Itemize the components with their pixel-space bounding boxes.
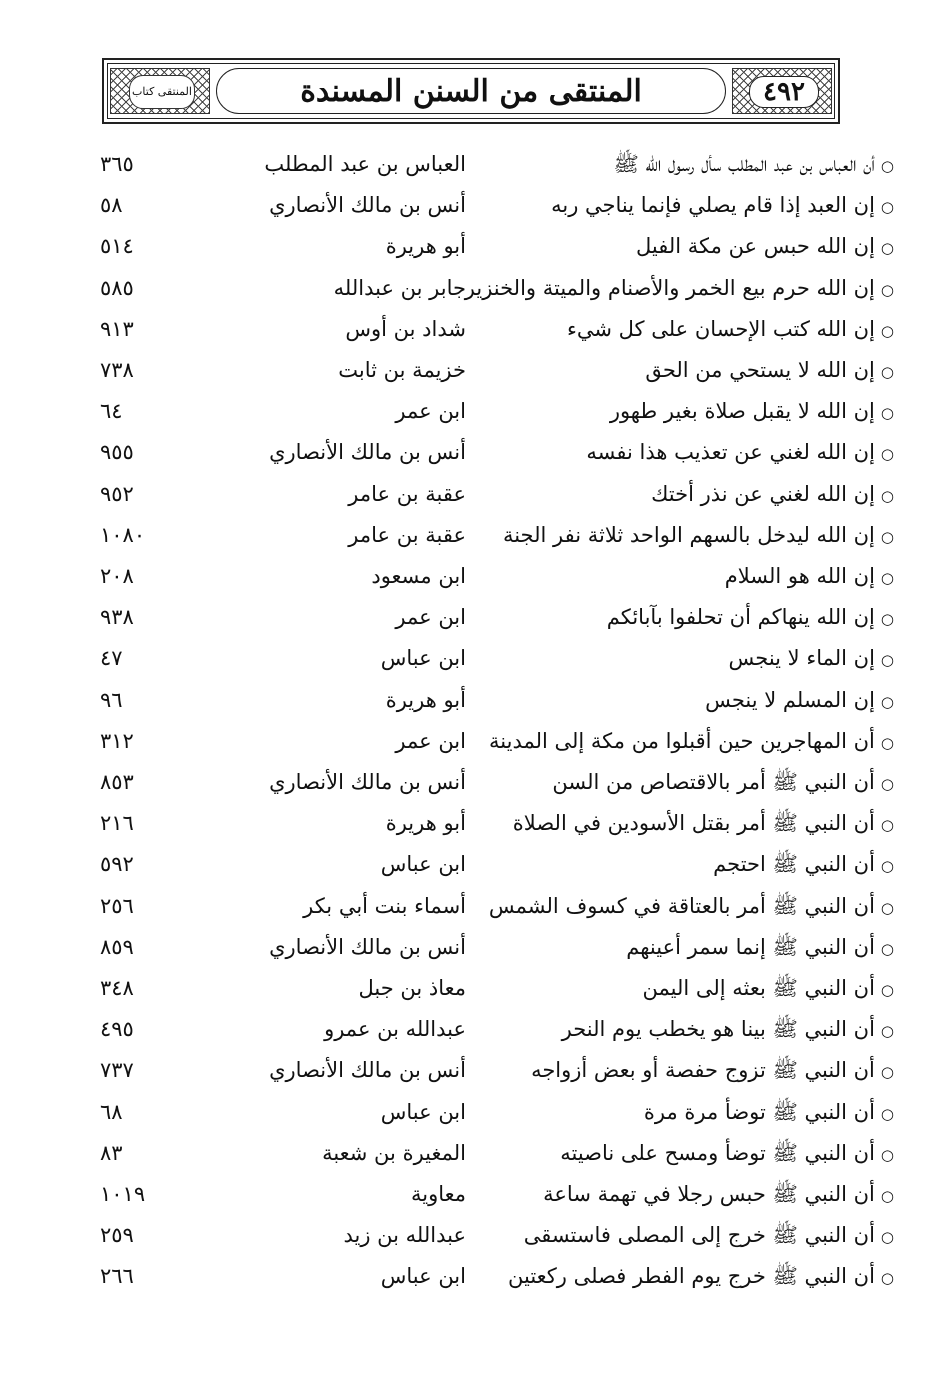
hadith-text: [454, 927, 894, 970]
hadith-text: [454, 1174, 894, 1217]
narrator-name: أبو هريرة: [385, 811, 466, 836]
hadith-label: أن النبي ﷺ بعثه إلى اليمن: [642, 976, 875, 1000]
hadith-label: أن النبي ﷺ إنما سمر أعينهم: [626, 934, 875, 959]
index-row: [0, 762, 948, 803]
hadith-label: أن النبي ﷺ أمر بقتل الأسودين في الصلاة: [512, 811, 875, 836]
narrator-name: شداد بن أوس: [345, 316, 466, 341]
narrator-name: العباس بن عبد المطلب: [264, 152, 466, 176]
hadith-text: [454, 1256, 894, 1299]
narrator-name: ابن عمر: [395, 399, 466, 424]
hadith-number: ٧٣٧: [100, 1058, 134, 1083]
hadith-number: ٢٦٦: [100, 1264, 134, 1289]
bullet-icon: ○: [880, 898, 894, 917]
hadith-text: [454, 597, 894, 640]
index-row: [0, 844, 948, 885]
hadith-label: أن النبي ﷺ توضأ مرة مرة: [643, 1099, 875, 1124]
narrator-name: جابر بن عبدالله: [333, 275, 466, 300]
hadith-text: [454, 309, 894, 352]
hadith-text: [454, 556, 894, 599]
hadith-text: [454, 268, 894, 311]
hadith-number: ٥٨٥: [100, 275, 134, 300]
hadith-label: إن الله هو السلام: [724, 564, 875, 588]
index-row: [0, 515, 948, 556]
hadith-label: إن الله حرم بيع الخمر والأصنام والميتة والخنزير: [464, 275, 875, 300]
index-row: [0, 391, 948, 432]
bullet-icon: ○: [880, 404, 894, 423]
hadith-label: إن الله حبس عن مكة الفيل: [636, 234, 875, 259]
hadith-text: [454, 432, 894, 475]
hadith-label: إن الله كتب الإحسان على كل شيء: [566, 316, 875, 341]
page-header: [102, 58, 840, 124]
narrator-name: أبو هريرة: [385, 687, 466, 712]
bullet-icon: ○: [880, 733, 894, 752]
narrator-name: ابن عباس: [380, 1099, 466, 1124]
index-row: [0, 803, 948, 844]
hadith-number: ٣٤٨: [100, 976, 134, 1000]
hadith-number: ٨٣: [100, 1140, 123, 1165]
index-row: [0, 268, 948, 309]
hadith-number: ٣١٢: [100, 728, 134, 753]
hadith-number: ٦٤: [100, 399, 123, 424]
hadith-text: [454, 515, 894, 558]
index-row: [0, 144, 948, 185]
narrator-name: أنس بن مالك الأنصاري: [269, 440, 466, 465]
hadith-label: إن الماء لا ينجس: [728, 646, 875, 671]
hadith-label: أن النبي ﷺ خرج إلى المصلى فاستسقى: [523, 1223, 875, 1248]
page-title: المنتقى من السنن المسندة: [216, 68, 726, 114]
bullet-icon: ○: [880, 445, 894, 464]
bullet-icon: ○: [880, 569, 894, 587]
hadith-number: ٨٥٩: [100, 934, 134, 959]
hadith-text: [454, 803, 894, 846]
narrator-name: عبدالله بن عمرو: [324, 1017, 466, 1042]
index-row: [0, 1215, 948, 1256]
header-ornament-right: [732, 68, 832, 114]
index-row: [0, 556, 948, 597]
bullet-icon: ○: [880, 1145, 894, 1164]
hadith-label: إن الله لغني عن نذر أختك: [651, 481, 875, 506]
hadith-label: أن النبي ﷺ أمر بالعتاقة في كسوف الشمس: [488, 893, 875, 918]
hadith-number: ٩٥٥: [100, 440, 134, 465]
hadith-number: ٨٥٣: [100, 770, 134, 794]
hadith-text: [454, 1050, 894, 1093]
hadith-text: [454, 226, 894, 269]
narrator-name: عقبة بن عامر: [348, 481, 466, 506]
index-row: [0, 927, 948, 968]
bullet-icon: ○: [880, 1022, 894, 1041]
narrator-name: ابن عمر: [395, 728, 466, 753]
index-row: [0, 1256, 948, 1297]
index-row: [0, 1092, 948, 1133]
bullet-icon: ○: [880, 280, 894, 299]
bullet-icon: ○: [880, 692, 894, 711]
index-row: [0, 1174, 948, 1215]
hadith-text: [454, 1215, 894, 1258]
bullet-icon: ○: [880, 363, 894, 381]
hadith-number: ٥٨: [100, 193, 123, 218]
index-row: [0, 226, 948, 267]
index-row: [0, 1009, 948, 1050]
hadith-text: [454, 391, 894, 434]
narrator-name: أنس بن مالك الأنصاري: [269, 934, 466, 959]
narrator-name: ابن عباس: [380, 1264, 466, 1289]
bullet-icon: ○: [880, 857, 894, 876]
bullet-icon: ○: [880, 321, 894, 340]
hadith-number: ٩٥٢: [100, 481, 134, 506]
bullet-icon: ○: [880, 527, 894, 546]
hadith-text: [454, 886, 894, 929]
bullet-icon: ○: [880, 1269, 894, 1288]
hadith-label: إن الله ينهاكم أن تحلفوا بآبائكم: [606, 605, 875, 630]
bullet-icon: ○: [880, 198, 894, 217]
index-row: [0, 968, 948, 1009]
hadith-label: أن النبي ﷺ خرج يوم الفطر فصلى ركعتين: [508, 1264, 875, 1289]
hadith-number: ٩٦: [100, 687, 123, 712]
bullet-icon: ○: [880, 610, 894, 629]
hadith-label: أن العباس بن عبد المطلب سأل رسول الله ﷺ: [613, 152, 875, 176]
hadith-number: ٣٦٥: [100, 152, 134, 176]
index-row: [0, 721, 948, 762]
narrator-name: أنس بن مالك الأنصاري: [269, 1058, 466, 1083]
bullet-icon: ○: [880, 1104, 894, 1123]
hadith-text: [454, 144, 894, 187]
hadith-label: إن الله لا يقبل صلاة بغير طهور: [609, 399, 875, 424]
index-row: [0, 185, 948, 226]
narrator-name: ابن عباس: [380, 852, 466, 877]
hadith-label: إن الله لا يستحي من الحق: [645, 358, 875, 382]
hadith-number: ١٠١٩: [100, 1182, 146, 1206]
hadith-text: [454, 1133, 894, 1176]
narrator-name: ابن مسعود: [371, 564, 466, 588]
hadith-label: أن النبي ﷺ بينا هو يخطب يوم النحر: [561, 1017, 875, 1042]
hadith-number: ٩٣٨: [100, 605, 134, 630]
index-row: [0, 638, 948, 679]
index-row: [0, 680, 948, 721]
index-row: [0, 1133, 948, 1174]
hadith-label: أن النبي ﷺ احتجم: [713, 852, 875, 877]
hadith-label: إن العبد إذا قام يصلي فإنما يناجي ربه: [551, 193, 875, 218]
bullet-icon: ○: [880, 651, 894, 670]
narrator-name: عقبة بن عامر: [348, 522, 466, 547]
index-row: [0, 432, 948, 473]
narrator-name: عبدالله بن زيد: [343, 1223, 466, 1248]
hadith-label: إن الله لغني عن تعذيب هذا نفسه: [586, 440, 875, 465]
narrator-name: أنس بن مالك الأنصاري: [269, 193, 466, 218]
hadith-number: ٢٥٩: [100, 1223, 134, 1248]
hadith-number: ٢٥٦: [100, 893, 134, 918]
bullet-icon: ○: [880, 157, 894, 175]
hadith-text: [454, 844, 894, 887]
bullet-icon: ○: [880, 1063, 894, 1082]
index-row: [0, 886, 948, 927]
bullet-icon: ○: [880, 939, 894, 958]
hadith-label: أن المهاجرين حين أقبلوا من مكة إلى المدينة: [489, 728, 875, 753]
book-logo: المنتقى كتاب: [129, 75, 195, 109]
narrator-name: معاوية: [410, 1182, 466, 1206]
hadith-number: ٢٠٨: [100, 564, 134, 588]
hadith-label: أن النبي ﷺ أمر بالاقتصاص من السن: [552, 770, 875, 794]
bullet-icon: ○: [880, 239, 894, 258]
hadith-text: [454, 721, 894, 764]
index-row: [0, 474, 948, 515]
narrator-name: المغيرة بن شعبة: [322, 1140, 466, 1165]
index-row: [0, 597, 948, 638]
bullet-icon: ○: [880, 1228, 894, 1247]
bullet-icon: ○: [880, 775, 894, 793]
index-row: [0, 350, 948, 391]
hadith-number: ٦٨: [100, 1099, 123, 1124]
index-row: [0, 1050, 948, 1091]
hadith-text: [454, 638, 894, 681]
hadith-number: ٩١٣: [100, 316, 134, 341]
hadith-label: إن الله ليدخل بالسهم الواحد ثلاثة نفر الجنة: [502, 522, 875, 547]
hadith-text: [454, 968, 894, 1011]
hadith-text: [454, 1009, 894, 1052]
hadith-text: [454, 185, 894, 228]
narrator-name: ابن عباس: [380, 646, 466, 671]
bullet-icon: ○: [880, 486, 894, 505]
hadith-text: [454, 474, 894, 517]
narrator-name: ابن عمر: [395, 605, 466, 630]
hadith-label: أن النبي ﷺ تزوج حفصة أو بعض أزواجه: [531, 1058, 875, 1083]
hadith-number: ٤٧: [100, 646, 123, 671]
narrator-name: أبو هريرة: [385, 234, 466, 259]
header-ornament-left: [110, 68, 210, 114]
narrator-name: أسماء بنت أبي بكر: [303, 893, 466, 918]
page-number: ٤٩٢: [749, 76, 819, 108]
bullet-icon: ○: [880, 1187, 894, 1205]
hadith-text: [454, 350, 894, 393]
hadith-label: أن النبي ﷺ توضأ ومسح على ناصيته: [560, 1140, 875, 1165]
hadith-text: [454, 762, 894, 805]
narrator-name: أنس بن مالك الأنصاري: [269, 770, 466, 794]
hadith-label: إن المسلم لا ينجس: [705, 687, 875, 712]
hadith-label: أن النبي ﷺ حبس رجلا في تهمة ساعة: [543, 1182, 875, 1206]
hadith-number: ٥٩٢: [100, 852, 134, 877]
bullet-icon: ○: [880, 816, 894, 835]
hadith-number: ٥١٤: [100, 234, 134, 259]
narrator-name: معاذ بن جبل: [358, 976, 466, 1000]
bullet-icon: ○: [880, 981, 894, 999]
hadith-number: ١٠٨٠: [100, 522, 146, 547]
hadith-number: ٤٩٥: [100, 1017, 134, 1042]
hadith-text: [454, 680, 894, 723]
index-row: [0, 309, 948, 350]
hadith-number: ٧٣٨: [100, 358, 134, 382]
hadith-number: ٢١٦: [100, 811, 134, 836]
narrator-name: خزيمة بن ثابت: [338, 358, 466, 382]
hadith-text: [454, 1092, 894, 1135]
